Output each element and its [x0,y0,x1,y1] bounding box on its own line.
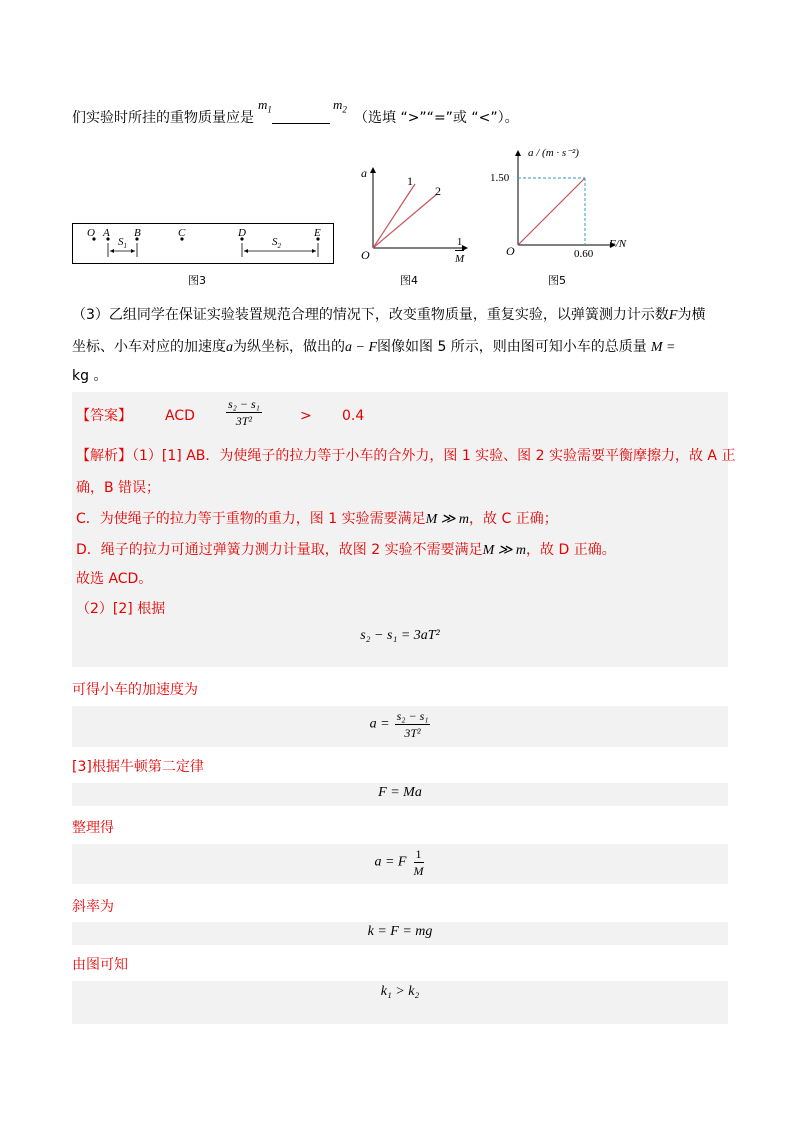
q3-a-symbol: a [226,340,233,355]
analysis-text-3a: C．为使绳子的拉力等于重物的重力，图 1 实验需要满足 [76,511,426,527]
analysis-text-4a: D．绳子的拉力可通过弹簧力测力计量取，故图 2 实验不需要满足 [76,542,483,558]
point-o-label: O [87,227,95,239]
analysis-line-1 [76,446,735,466]
m1-label [258,97,272,115]
analysis-math-3: M ≫ m [425,512,470,527]
equation-2-numerator: s₂ − s₁ [396,709,429,723]
q3-text-2c: 图像如图 5 所示，则由图可知小车的总质量 [377,339,647,355]
equation-3: F = Ma [378,785,422,800]
analysis-text-4b: ，故 D 正确。 [526,542,616,558]
q3-f-symbol: F [668,308,678,323]
point-d-label: D [238,227,246,239]
equation-1: s₂ − s₁ = 3aT² [360,628,440,643]
fig5-y-label [528,146,579,159]
answer-blank [272,123,330,124]
analysis-line-7: 可得小车的加速度为 [72,682,198,698]
fig5-y-label-text: a / (m · s⁻²) [528,147,579,159]
m2-label [333,97,347,115]
answer-3: > [300,408,312,424]
fig4-x-label-numerator: 1 [455,234,465,251]
figure-4-caption: 图4 [400,274,418,287]
analysis-math-4: M ≫ m [482,543,527,558]
m1-symbol: m [258,97,268,112]
equation-2-lhs: a = [369,716,390,732]
equation-4-denominator: M [413,864,424,878]
s1-symbol: S [118,236,124,248]
equation-4-fraction [412,846,426,879]
s2-label [272,236,281,250]
question-3-line-2 [72,337,675,358]
figure-5 [488,140,638,265]
answer-label: 【答案】 [76,408,132,424]
fig5-origin: O [506,244,515,258]
fig5-y-tick: 1.50 [490,172,510,184]
analysis-line-2: 确，B 错误； [76,480,161,496]
equation-2-fraction [395,708,431,741]
question-3-line-1 [72,305,705,326]
equation-5: k = F = mg [367,924,433,939]
tape-diagram [72,223,334,264]
figure-4 [355,162,475,265]
point-b-label: B [134,227,141,239]
answer-2-numerator: s₂ − s₁ [228,397,260,411]
analysis-line-6: （2）[2] 根据 [76,601,166,617]
fig4-line-1 [373,184,415,248]
m1-subscript: 1 [267,104,272,115]
answer-1: ACD [165,408,195,424]
s1-label [118,236,127,250]
q3-text-2a: 坐标、小车对应的加速度 [72,339,226,355]
analysis-line-10: 斜率为 [72,899,114,915]
analysis-text-1: （1）[1] AB．为使绳子的拉力等于小车的合外力，图 1 实验、图 2 实验需要平衡摩擦力，故 A 正 [132,448,736,464]
answer-2-denominator: 3T² [235,414,253,428]
m2-subscript: 2 [342,104,347,115]
q3-text-2b: 为纵坐标，做出的 [233,339,345,355]
fig4-line-1-label: 1 [407,174,413,188]
analysis-line-8: [3]根据牛顿第二定律 [72,759,204,775]
equation-2-denominator: 3T² [404,726,421,740]
fig4-line-2-label: 2 [435,184,441,198]
equation-6: k₁ > k₂ [380,984,420,999]
analysis-line-5: 故选 ACD。 [76,571,153,587]
fig4-x-label [453,234,466,267]
equation-2 [72,708,728,741]
analysis-line-11: 由图可知 [72,957,128,973]
q3-text-1a: （3）乙组同学在保证实验装置规范合理的情况下，改变重物质量，重复实验，以弹簧测力计示数 [72,307,669,323]
figure-3-caption: 图3 [188,274,206,287]
analysis-line-3 [76,509,558,530]
analysis-line-4 [76,540,616,561]
analysis-label: 【解析】 [76,448,132,464]
s2-subscript: 2 [277,242,281,251]
question-text: 们实验时所挂的重物质量应是 [72,110,254,126]
fig4-y-label: a [361,166,367,180]
question-line-top [72,108,254,128]
question-3-line-3: kg 。 [72,368,108,384]
figure-3 [72,223,334,264]
fig4-origin: O [361,248,370,262]
q3-af-symbol: a − F [345,340,377,355]
fig5-x-tick: 0.60 [574,248,594,260]
figure-5-caption: 图5 [548,274,566,287]
equation-4-lhs: a = F [374,854,407,870]
fig4-line-2 [373,194,437,248]
answer-2-fraction [226,396,262,429]
equation-4-numerator: 1 [415,847,422,861]
choice-hint: （选填 “>”“=”或 “<”）。 [354,110,519,126]
s1-subscript: 1 [123,242,127,251]
s2-symbol: S [272,236,278,248]
fig5-line [518,178,585,245]
q3-text-1b: 为横 [677,307,706,323]
analysis-line-9: 整理得 [72,820,114,836]
equation-4 [72,846,728,879]
analysis-text-3b: ，故 C 正确； [469,511,558,527]
fig5-x-label: F/N [609,238,627,250]
q3-m-eq: M = [650,340,676,355]
point-e-label: E [314,227,321,239]
m2-symbol: m [333,97,343,112]
answer-4: 0.4 [342,408,365,424]
fig4-x-label-denominator: M [455,253,465,265]
point-c-label: C [178,227,186,239]
point-a-label: A [103,227,110,239]
